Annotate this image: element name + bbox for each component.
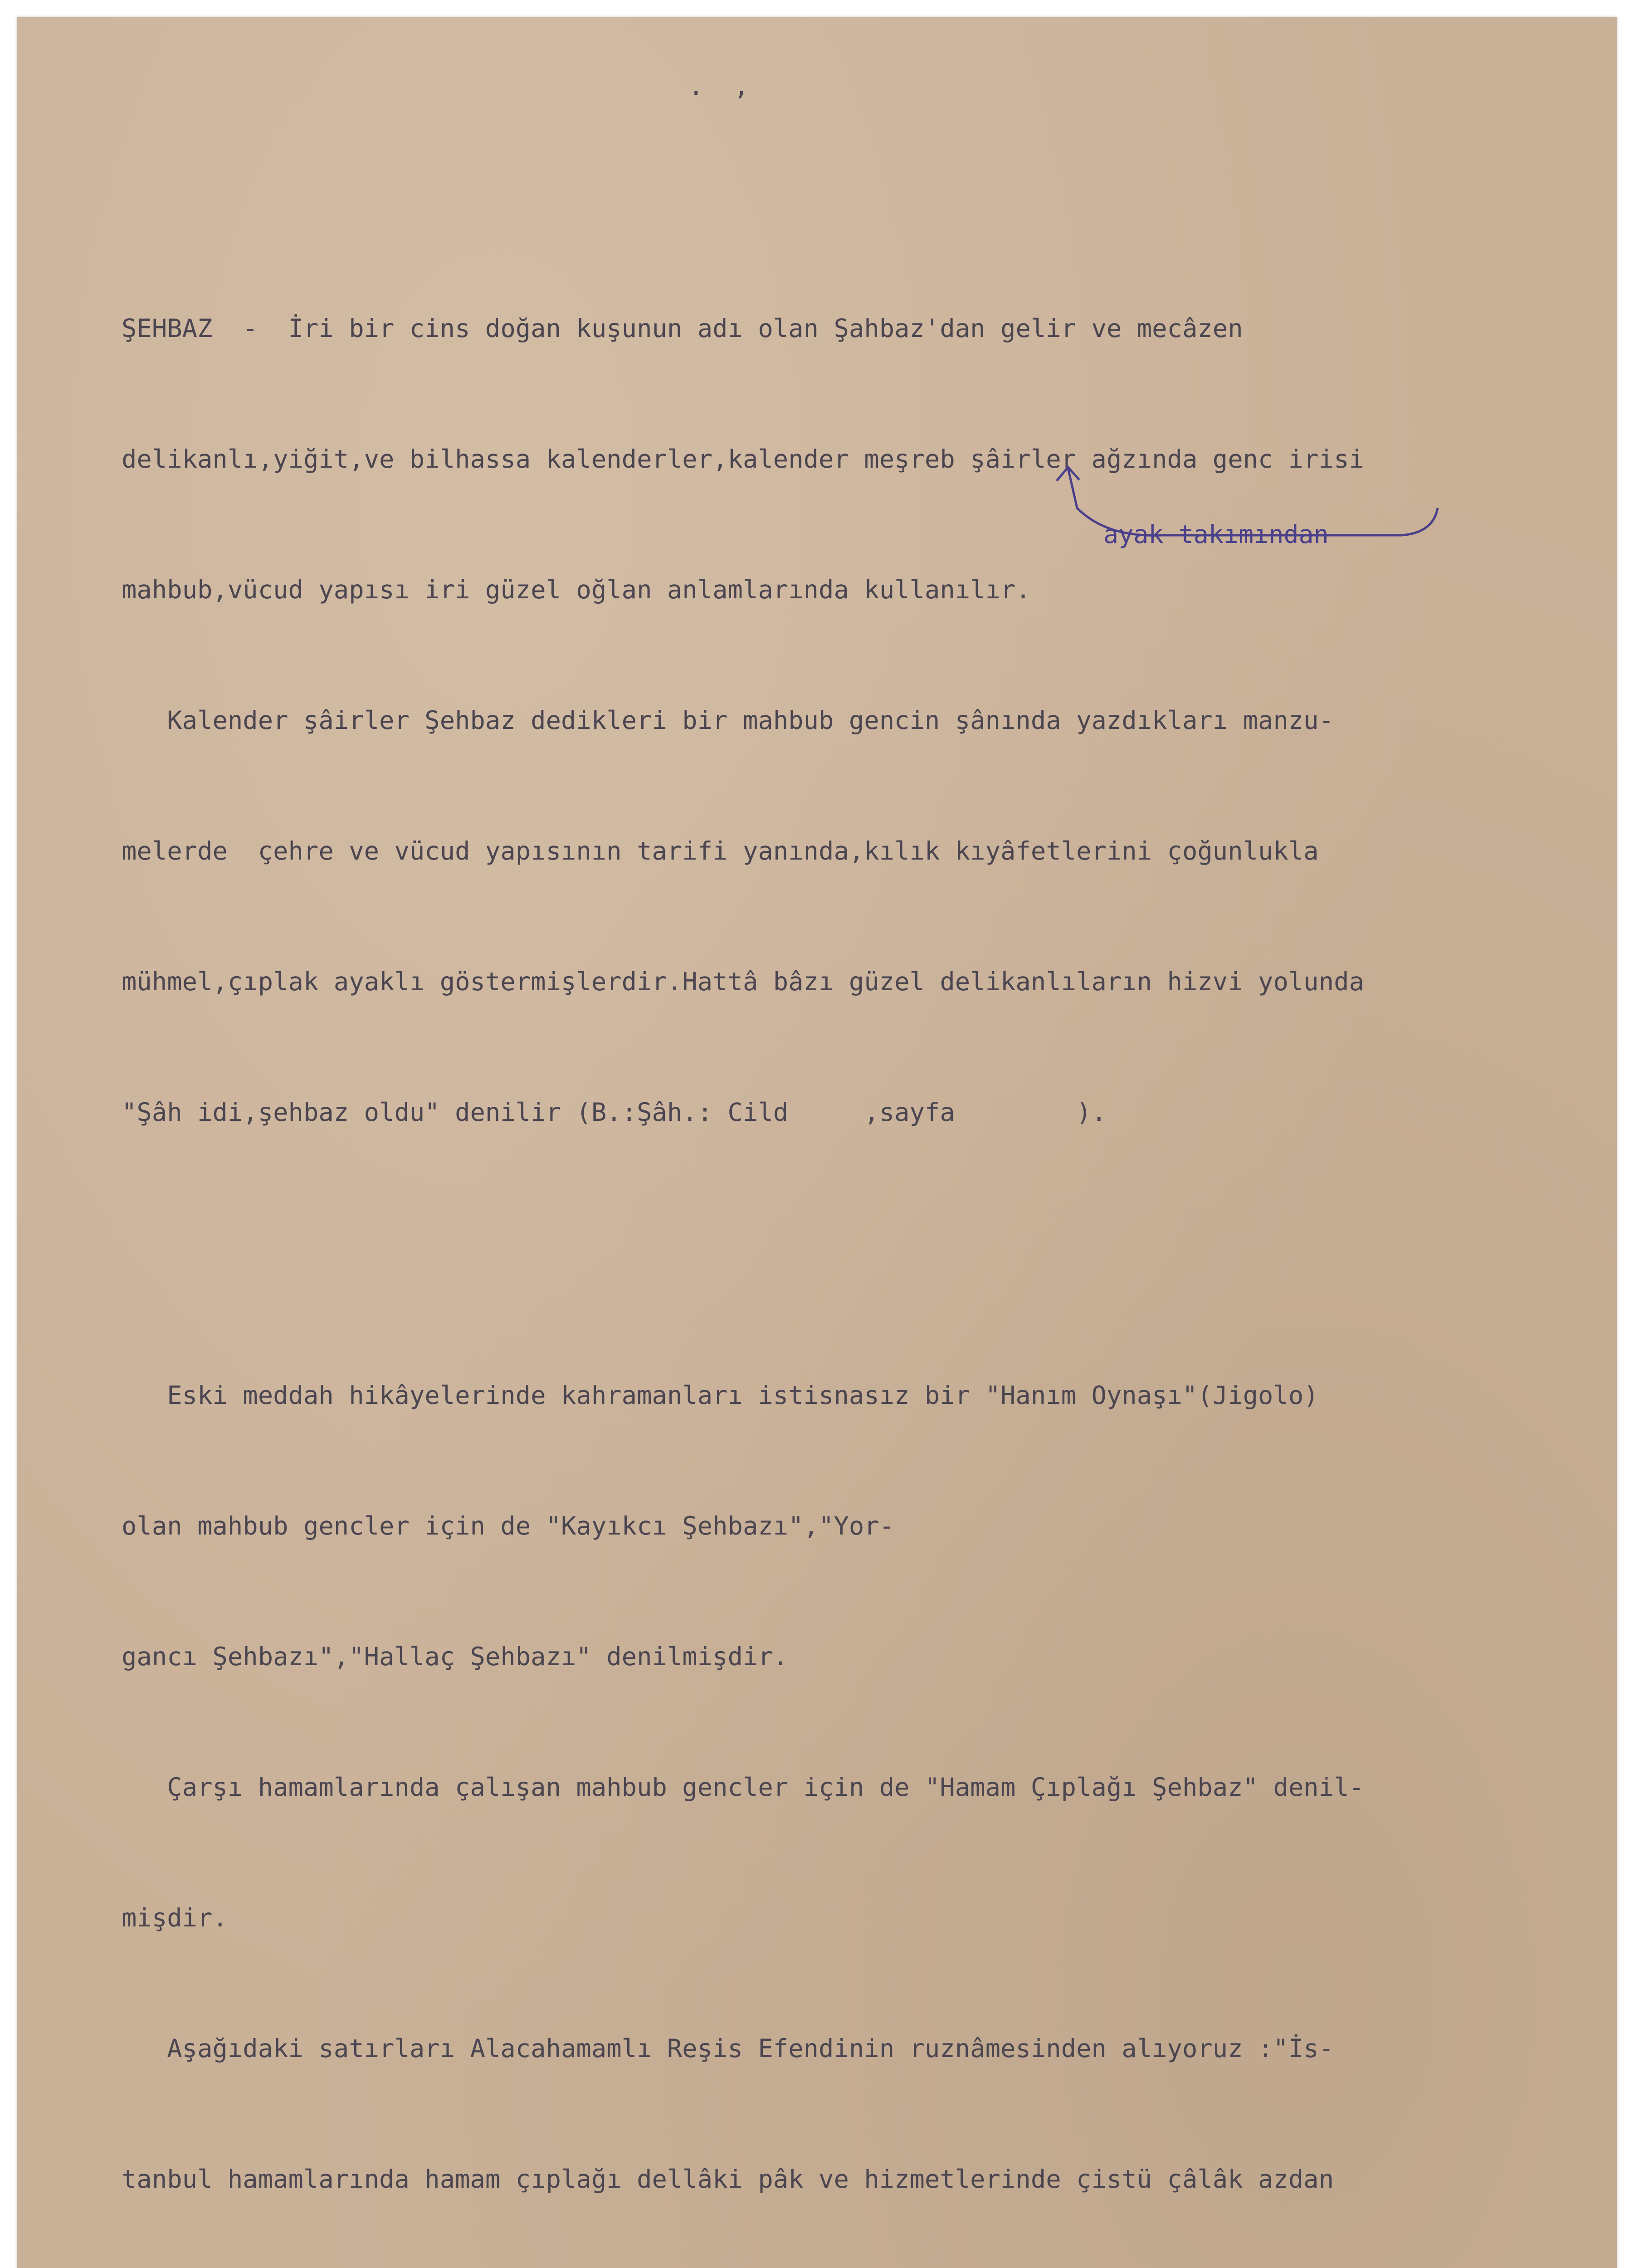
paragraph-line: mişdir. [122, 1903, 228, 1933]
typewritten-text [122, 72, 1627, 2268]
paragraph-line: olan mahbub gencler için de "Kayıkcı Şehbazı","Yor- [122, 1511, 895, 1541]
paragraph-line: mahbub,vücud yapısı iri güzel oğlan anlamlarında kullanılır. [122, 575, 1031, 605]
paragraph-line: Aşağıdaki satırları Alacahamamlı Reşis Efendinin ruznâmesinden alıyoruz :"İs- [122, 2034, 1334, 2063]
handwritten-insert: ayak takımından [1103, 520, 1329, 549]
paragraph-line: "Şâh idi,şehbaz oldu" denilir (B.:Şâh.: Cild ,sayfa ). [122, 1098, 1107, 1127]
paragraph-line: ŞEHBAZ - İri bir cins doğan kuşunun adı olan Şahbaz'dan gelir ve mecâzen [122, 314, 1243, 343]
paragraph-line: mühmel,çıplak ayaklı göstermişlerdir.Hattâ bâzı güzel delikanlıların hizvi yolunda [122, 967, 1364, 997]
document-page [17, 17, 1617, 2268]
paragraph-line: Eski meddah hikâyelerinde kahramanları istisnasız bir "Hanım Oynaşı"(Jigolo) [122, 1381, 1319, 1410]
paragraph-line: Çarşı hamamlarında çalışan mahbub gencler için de "Hamam Çıplağı Şehbaz" denil- [122, 1773, 1364, 1802]
paragraph-line: Kalender şâirler Şehbaz dedikleri bir mahbub gencin şânında yazdıkları manzu- [122, 706, 1334, 735]
paragraph-line: melerde çehre ve vücud yapısının tarifi yanında,kılık kıyâfetlerini çoğunlukla [122, 836, 1319, 866]
paragraph-line: delikanlı,yiğit,ve bilhassa kalenderler,kalender meşreb şâirler ağzında genc irisi [122, 445, 1364, 474]
page-marker: . , [688, 72, 749, 101]
paragraph-line: tanbul hamamlarında hamam çıplağı dellâki pâk ve hizmetlerinde çistü çâlâk azdan [122, 2165, 1334, 2194]
paragraph-line: gancı Şehbazı","Hallaç Şehbazı" denilmişdir. [122, 1642, 789, 1672]
